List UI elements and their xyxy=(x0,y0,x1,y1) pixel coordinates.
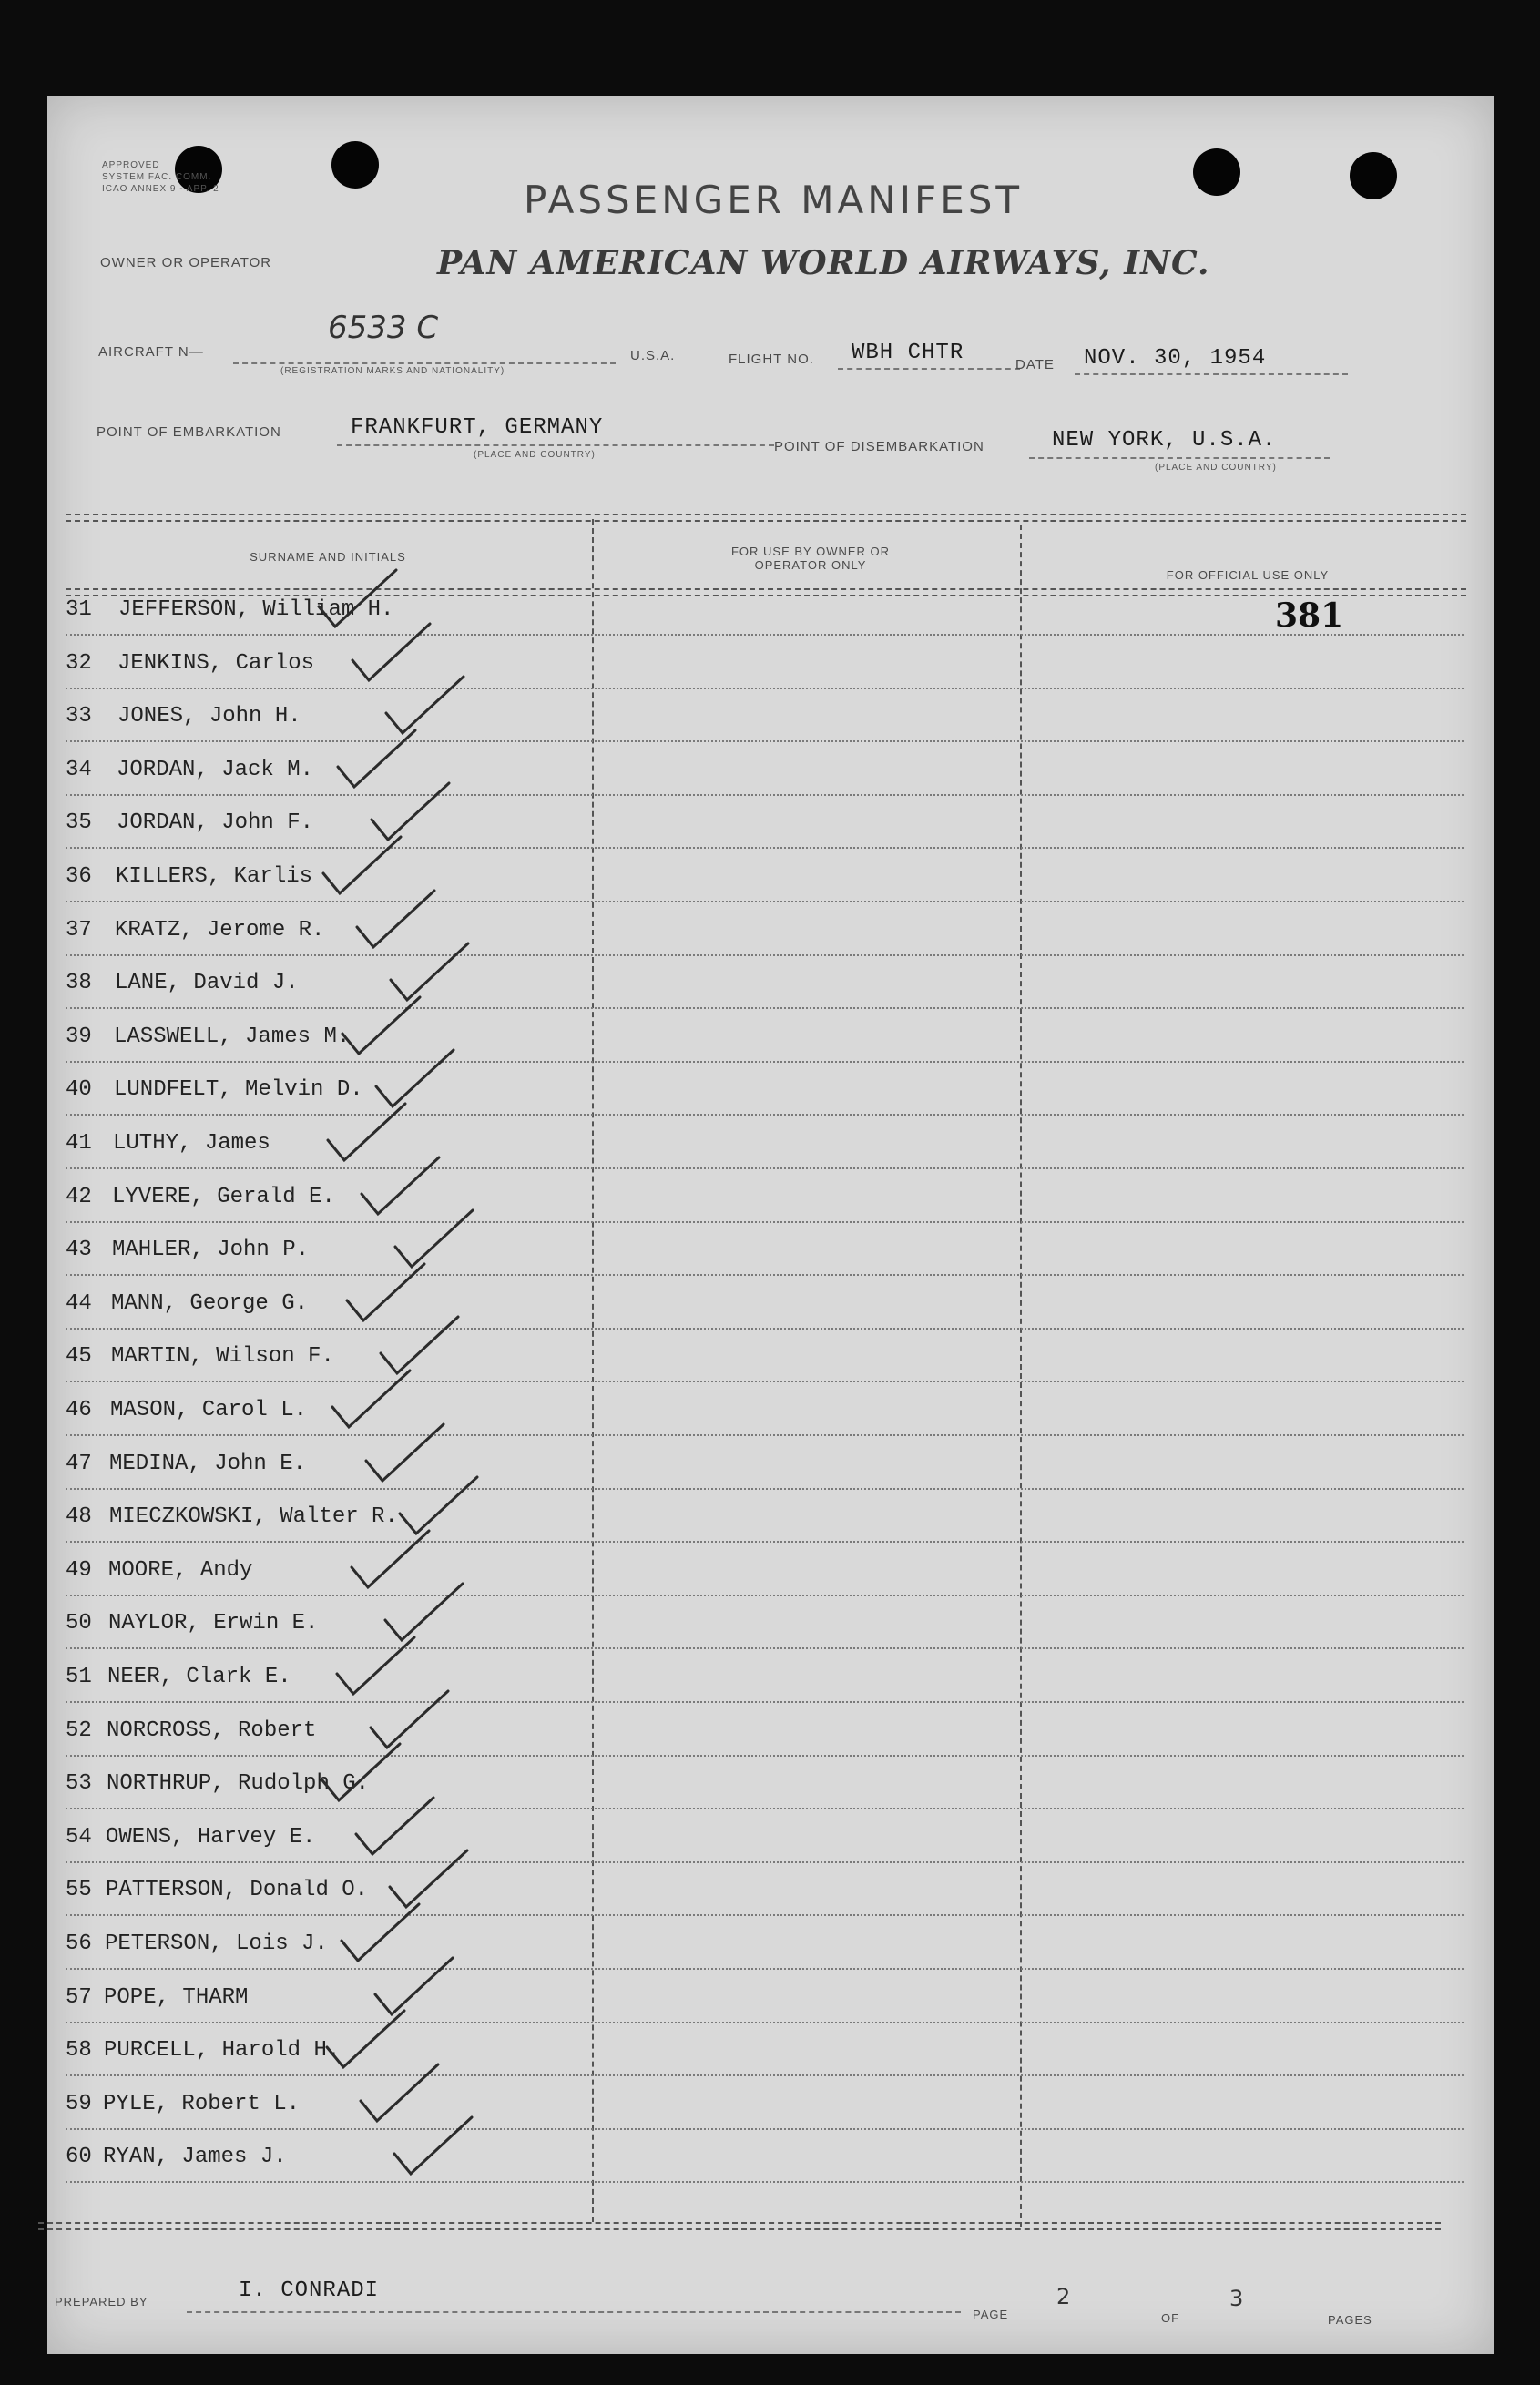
aircraft-sublabel: (REGISTRATION MARKS AND NATIONALITY) xyxy=(280,366,505,376)
passenger-number: 44 xyxy=(66,1291,92,1316)
row-rule xyxy=(66,740,1464,742)
page-value: 2 xyxy=(1056,2284,1071,2309)
passenger-number: 60 xyxy=(66,2145,92,2169)
passenger-name: LANE, David J. xyxy=(115,971,299,995)
checkmark-icon xyxy=(385,2110,495,2183)
passenger-number: 57 xyxy=(66,1985,92,2010)
passenger-number: 53 xyxy=(66,1771,92,1796)
aircraft-label: AIRCRAFT N— xyxy=(98,344,204,360)
table-bottom-rule xyxy=(38,2222,1441,2230)
passenger-name: LUTHY, James xyxy=(113,1131,270,1156)
passenger-name: MASON, Carol L. xyxy=(110,1398,308,1422)
row-rule xyxy=(66,1167,1464,1169)
owner-use-column-header: FOR USE BY OWNER OR OPERATOR ONLY xyxy=(730,545,891,572)
passenger-name: JORDAN, John F. xyxy=(117,810,314,835)
passenger-name: JEFFERSON, William H. xyxy=(118,597,394,622)
row-rule xyxy=(66,2181,1464,2183)
row-rule xyxy=(66,1541,1464,1543)
passenger-name: PATTERSON, Donald O. xyxy=(106,1878,369,1902)
passenger-name: PETERSON, Lois J. xyxy=(105,1931,328,1956)
operator-name: PAN AMERICAN WORLD AIRWAYS, INC. xyxy=(437,244,1210,282)
embark-sublabel: (PLACE AND COUNTRY) xyxy=(474,450,596,460)
passenger-name: MOORE, Andy xyxy=(108,1558,253,1583)
page-title: PASSENGER MANIFEST xyxy=(524,178,1024,222)
page-label: PAGE xyxy=(973,2308,1009,2321)
passenger-number: 38 xyxy=(66,971,92,995)
table-head-rule xyxy=(66,588,1466,596)
passenger-number: 59 xyxy=(66,2092,92,2116)
passenger-name: RYAN, James J. xyxy=(103,2145,287,2169)
pages-label: PAGES xyxy=(1328,2313,1372,2327)
surname-column-header: SURNAME AND INITIALS xyxy=(250,550,406,564)
row-rule xyxy=(66,954,1464,956)
row-rule xyxy=(66,1274,1464,1276)
passenger-name: MEDINA, John E. xyxy=(109,1452,307,1476)
passenger-number: 54 xyxy=(66,1825,92,1850)
prepared-underline xyxy=(187,2311,961,2313)
passenger-name: MANN, George G. xyxy=(111,1291,309,1316)
row-rule xyxy=(66,1701,1464,1703)
date-label: DATE xyxy=(1015,357,1055,372)
passenger-number: 50 xyxy=(66,1611,92,1636)
row-rule xyxy=(66,1007,1464,1009)
aircraft-value: 6533 C xyxy=(328,310,439,346)
passenger-number: 34 xyxy=(66,758,92,782)
row-rule xyxy=(66,1647,1464,1649)
aircraft-underline xyxy=(233,362,616,364)
passenger-number: 39 xyxy=(66,1024,92,1049)
passenger-name: PYLE, Robert L. xyxy=(103,2092,301,2116)
row-rule xyxy=(66,847,1464,849)
passenger-number: 31 xyxy=(66,597,92,622)
row-rule xyxy=(66,1968,1464,1970)
row-rule xyxy=(66,2074,1464,2076)
passenger-name: NORTHRUP, Rudolph G. xyxy=(107,1771,370,1796)
passenger-name: OWENS, Harvey E. xyxy=(106,1825,316,1850)
embark-underline xyxy=(337,444,774,446)
passenger-number: 41 xyxy=(66,1131,92,1156)
passenger-number: 46 xyxy=(66,1398,92,1422)
column-divider-1 xyxy=(592,519,594,2222)
of-value: 3 xyxy=(1229,2286,1244,2311)
passenger-name: NORCROSS, Robert xyxy=(107,1718,317,1743)
prepared-label: PREPARED BY xyxy=(55,2295,148,2309)
punch-hole-4 xyxy=(1350,152,1397,199)
approval-note-3: ICAO ANNEX 9 - APP. 2 xyxy=(102,184,219,194)
approval-note-2: SYSTEM FAC. COMM. xyxy=(102,172,212,182)
date-underline xyxy=(1075,373,1348,375)
passenger-name: LUNDFELT, Melvin D. xyxy=(114,1077,363,1102)
row-rule xyxy=(66,1381,1464,1382)
embark-value: FRANKFURT, GERMANY xyxy=(351,415,604,440)
row-rule xyxy=(66,1061,1464,1063)
passenger-name: MARTIN, Wilson F. xyxy=(111,1344,334,1369)
disembark-sublabel: (PLACE AND COUNTRY) xyxy=(1155,463,1277,473)
passenger-number: 37 xyxy=(66,918,92,943)
official-use-column-header: FOR OFFICIAL USE ONLY xyxy=(1166,568,1330,582)
row-rule xyxy=(66,1434,1464,1436)
passenger-number: 35 xyxy=(66,810,92,835)
passenger-number: 43 xyxy=(66,1238,92,1262)
table-top-rule xyxy=(66,514,1466,522)
passenger-number: 40 xyxy=(66,1077,92,1102)
row-rule xyxy=(66,794,1464,796)
passenger-name: NEER, Clark E. xyxy=(107,1665,291,1689)
date-value: NOV. 30, 1954 xyxy=(1084,346,1267,371)
approval-note-1: APPROVED xyxy=(102,160,160,170)
column-divider-2 xyxy=(1020,525,1022,2227)
row-rule xyxy=(66,901,1464,902)
of-label: OF xyxy=(1161,2311,1180,2325)
row-rule xyxy=(66,1595,1464,1596)
passenger-name: PURCELL, Harold H. xyxy=(104,2038,341,2063)
passenger-name: POPE, THARM xyxy=(104,1985,249,2010)
punch-hole-2 xyxy=(331,141,379,189)
passenger-number: 33 xyxy=(66,704,92,729)
passenger-number: 48 xyxy=(66,1504,92,1529)
passenger-name: JENKINS, Carlos xyxy=(117,651,315,676)
passenger-name: NAYLOR, Erwin E. xyxy=(108,1611,319,1636)
flight-label: FLIGHT NO. xyxy=(729,352,814,367)
embark-label: POINT OF EMBARKATION xyxy=(97,424,281,440)
official-number: 381 xyxy=(1275,596,1344,635)
usa-label: U.S.A. xyxy=(630,348,676,363)
passenger-number: 52 xyxy=(66,1718,92,1743)
row-rule xyxy=(66,1328,1464,1330)
passenger-name: MIECZKOWSKI, Walter R. xyxy=(109,1504,398,1529)
passenger-name: JONES, John H. xyxy=(117,704,301,729)
prepared-value: I. CONRADI xyxy=(239,2278,380,2303)
passenger-number: 36 xyxy=(66,864,92,889)
row-rule xyxy=(66,634,1464,636)
row-rule xyxy=(66,688,1464,689)
passenger-number: 49 xyxy=(66,1558,92,1583)
passenger-number: 42 xyxy=(66,1185,92,1209)
disembark-underline xyxy=(1029,457,1330,459)
row-rule xyxy=(66,1914,1464,1916)
passenger-name: LASSWELL, James M. xyxy=(114,1024,351,1049)
passenger-number: 58 xyxy=(66,2038,92,2063)
row-rule xyxy=(66,2022,1464,2023)
row-rule xyxy=(66,1221,1464,1223)
row-rule xyxy=(66,1114,1464,1116)
passenger-number: 47 xyxy=(66,1452,92,1476)
passenger-name: JORDAN, Jack M. xyxy=(117,758,314,782)
passenger-name: KILLERS, Karlis xyxy=(116,864,313,889)
disembark-label: POINT OF DISEMBARKATION xyxy=(774,439,984,454)
flight-value: WBH CHTR xyxy=(852,341,964,365)
passenger-number: 51 xyxy=(66,1665,92,1689)
passenger-number: 56 xyxy=(66,1931,92,1956)
row-rule xyxy=(66,2128,1464,2130)
row-rule xyxy=(66,1861,1464,1863)
passenger-number: 45 xyxy=(66,1344,92,1369)
row-rule xyxy=(66,1755,1464,1757)
disembark-value: NEW YORK, U.S.A. xyxy=(1052,428,1277,453)
passenger-number: 55 xyxy=(66,1878,92,1902)
passenger-name: MAHLER, John P. xyxy=(112,1238,310,1262)
flight-underline xyxy=(838,368,1020,370)
punch-hole-3 xyxy=(1193,148,1240,196)
passenger-name: KRATZ, Jerome R. xyxy=(115,918,325,943)
row-rule xyxy=(66,1488,1464,1490)
row-rule xyxy=(66,1808,1464,1809)
passenger-number: 32 xyxy=(66,651,92,676)
passenger-name: LYVERE, Gerald E. xyxy=(112,1185,335,1209)
owner-label: OWNER OR OPERATOR xyxy=(100,255,272,270)
